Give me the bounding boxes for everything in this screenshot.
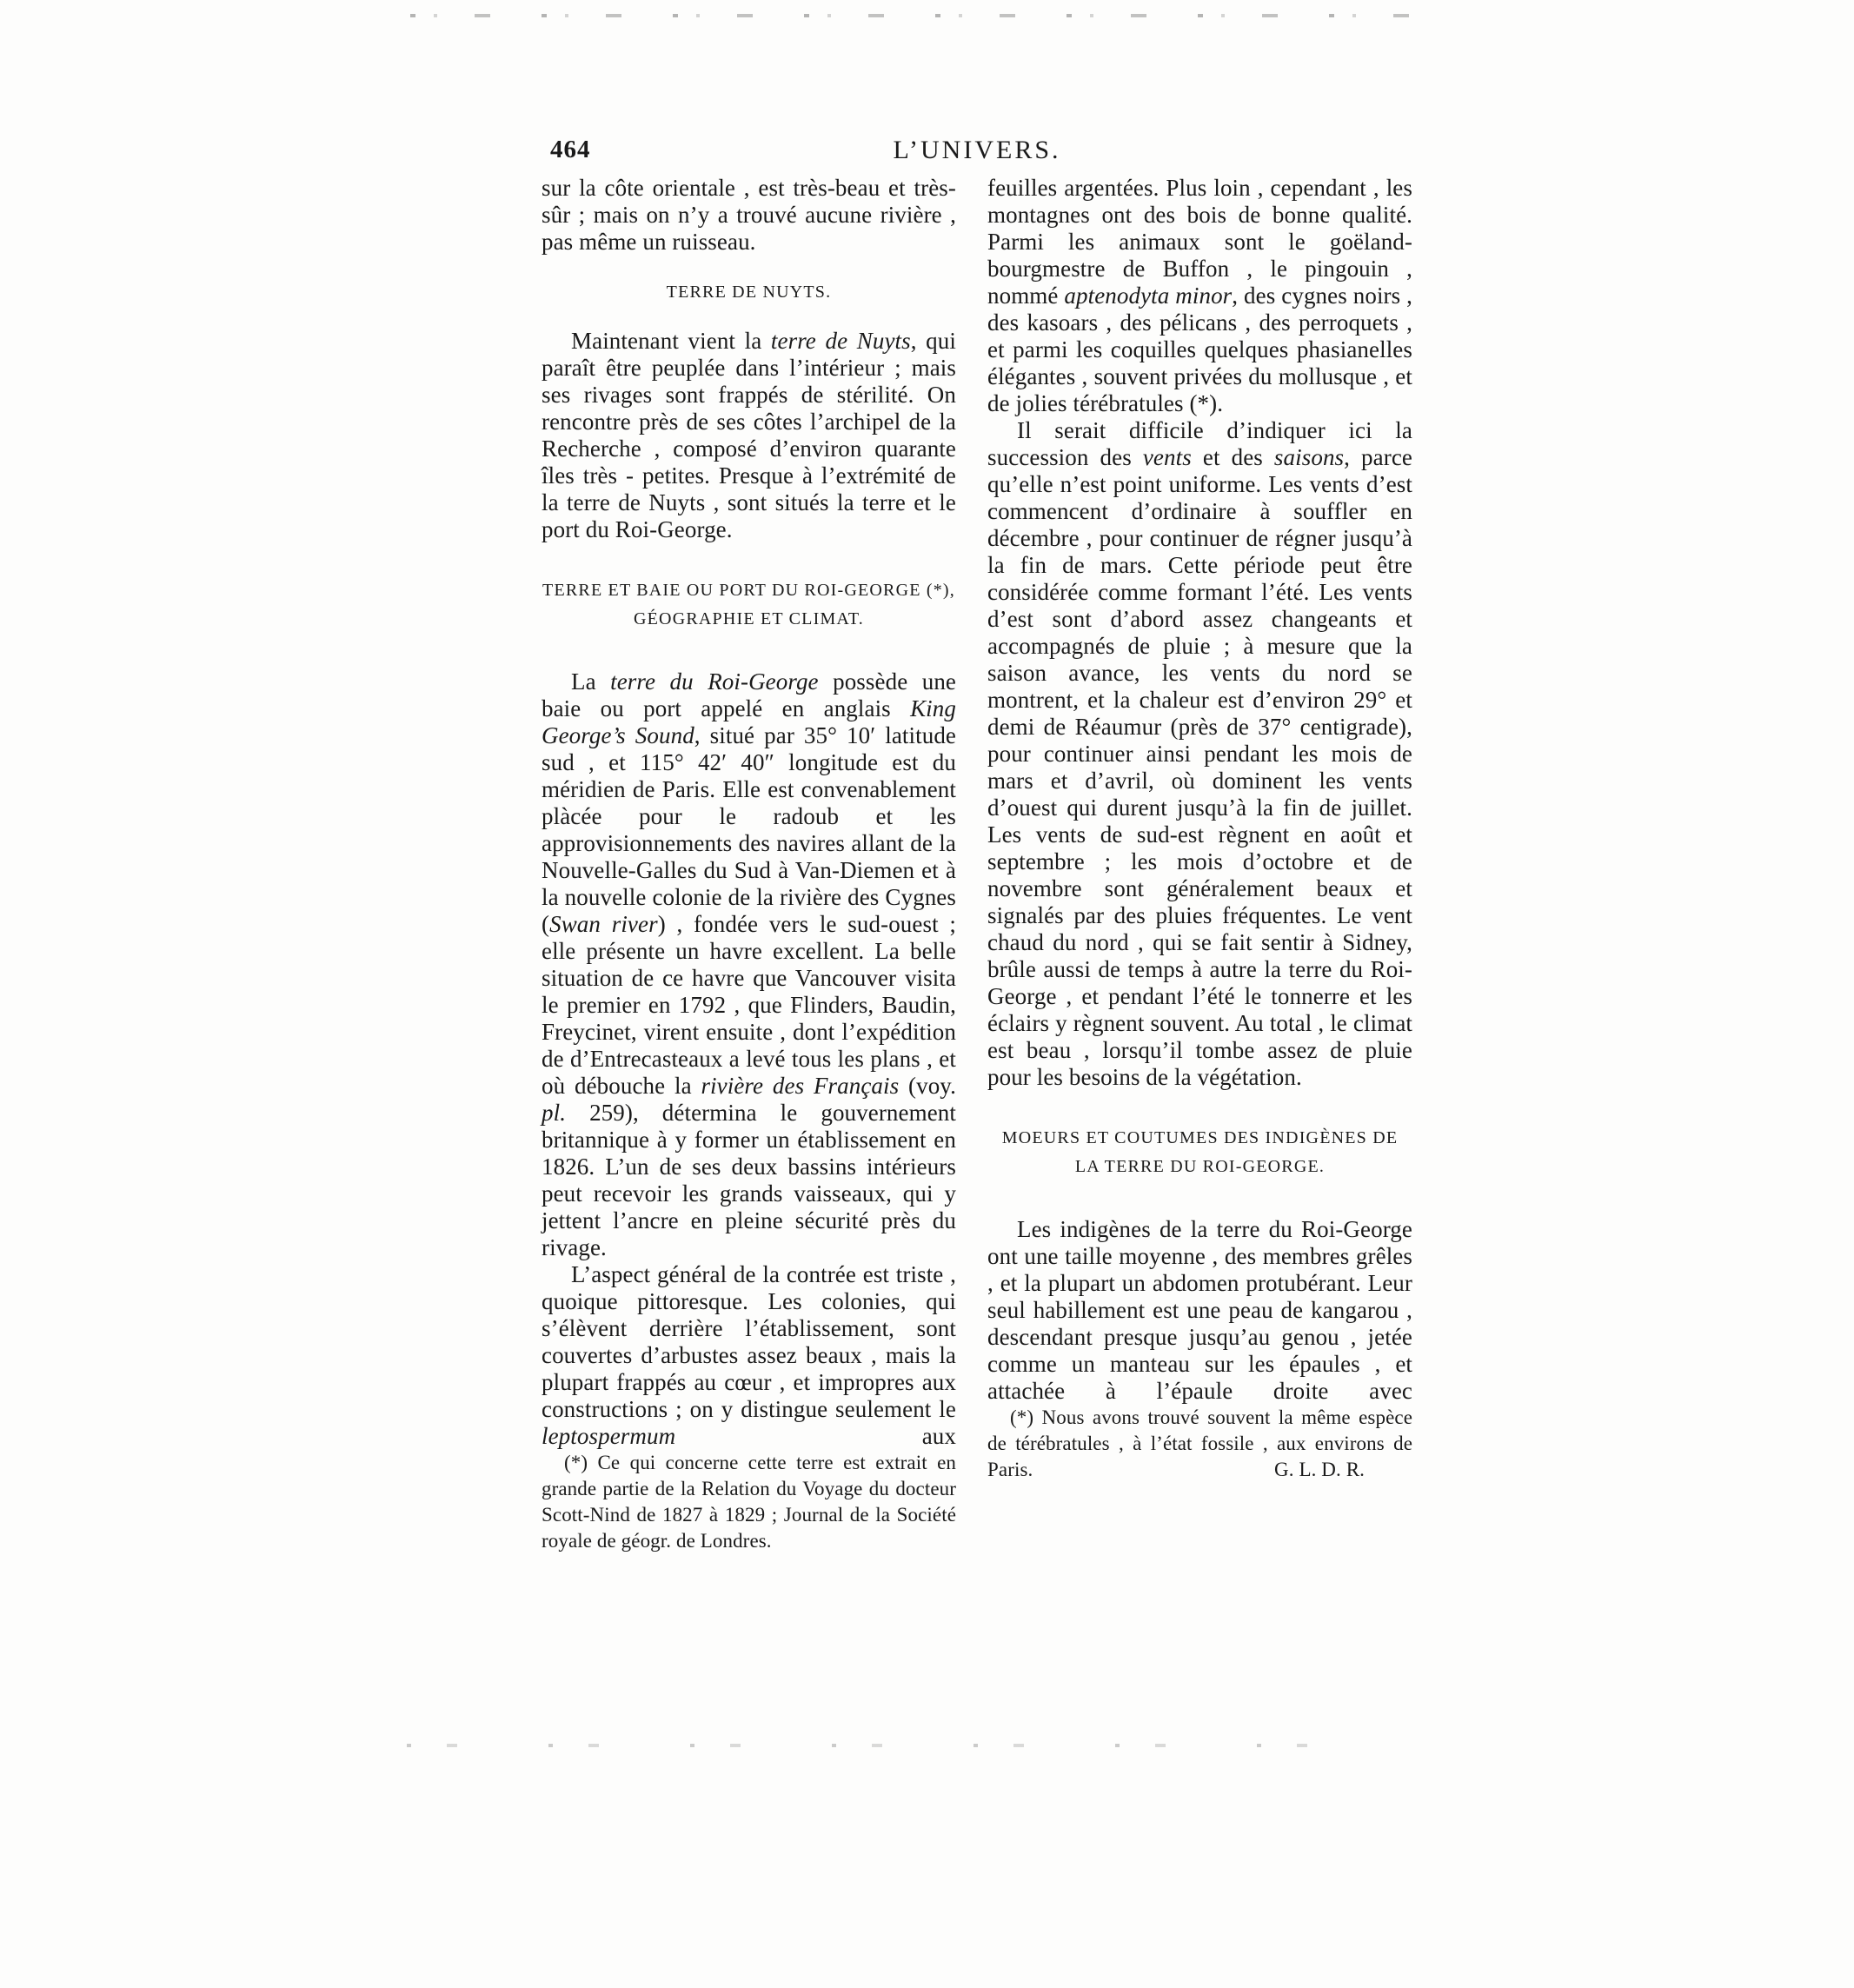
text-run: ) , fondée vers le sud-ouest ; elle présente un havre excellent. La belle situation de ce havre que Vancouver visita le premier en 1792 , que Flinders, Baudin, Freycinet, virent ensuite , dont l’expédition de d’Entrecasteaux a levé tous les plans , et où débouche la [542,911,956,1099]
scan-speckle-line-bottom [407,1744,1380,1747]
footnote-text [542,1450,956,1554]
section-heading [542,576,956,634]
text-run: , situé par 35° 10′ latitude sud , et 115° 42′ 40″ longitude est du méridien de Paris. Elle est convenablement plàcée pour le radoub et les approvisionnements des navires allant de la Nouvelle-Galles du Sud à Van-Diemen et à la nouvelle colonie de la rivière des Cygnes ( [542,722,956,937]
paragraph [542,1261,956,1450]
section-heading [542,278,956,307]
scan-speckle-line-top [410,14,1427,17]
italic-phrase: vents [1142,444,1192,470]
left-column [542,175,956,1554]
page-number: 464 [550,136,591,163]
italic-phrase: pl. [542,1100,567,1126]
section-heading [987,1124,1412,1181]
text-run: 259), détermina le gouvernement britannique à y former un établissement en 1826. L’un de ses deux bassins intérieurs peut recevoir les grands vaisseaux, qui y jettent l’ancre en pleine sécurité près du rivage. [542,1100,956,1260]
text-run: , parce qu’elle n’est point uniforme. Les vents d’est commencent d’ordinaire à souffler en décembre , pour continuer de régner jusqu’à la fin de mars. Cette période peut être considérée comme formant l’été. Les vents d’est sont d’abord assez changeants et accompagnés de pluie ; à mesure que la saison avance, les vents du nord se montrent, et la chaleur est d’environ 29° et demi de Réaumur (près de 37° centigrade), pour continuer ainsi pendant les mois de mars et d’avril, où dominent les vents d’ouest qui durent jusqu’à la fin de juillet. Les vents de sud-est règnent en août et septembre ; les mois d’octobre et de novembre sont généralement beaux et signalés par des pluies fréquentes. Le vent chaud du nord , qui se fait sentir à Sidney, brûle aussi de temps à autre la terre du Roi-George , et pendant l’été le tonnerre et les éclairs y règnent souvent. Au total , le climat est beau , lorsqu’il tombe assez de pluie pour les besoins de la végétation. [987,444,1412,1090]
text-run: (*) Ce qui concerne cette terre est extrait en grande partie de la Relation du Voyage du docteur Scott-Nind de 1827 à 1829 ; Journal de la Société royale de géogr. de Londres. [542,1452,956,1552]
text-run: sur la côte orientale , est très-beau et très-sûr ; mais on n’y a trouvé aucune rivière , pas même un ruisseau. [542,175,956,255]
paragraph [987,175,1412,417]
text-run: La [571,668,611,695]
text-run: Maintenant vient la [571,328,771,354]
italic-phrase: King George’s Sound [542,695,956,748]
paragraph [542,668,956,1261]
text-run: possède une baie ou port appelé en anglais [542,668,957,721]
right-column [987,175,1412,1554]
italic-phrase: terre du Roi-George [610,668,819,695]
section-heading-line: GÉOGRAPHIE ET CLIMAT. [633,609,864,628]
paragraph [987,417,1412,1091]
text-run: (voy. [899,1073,957,1099]
page-header [542,136,1412,170]
text-columns [542,175,1412,1554]
text-run: , qui paraît être peuplée dans l’intérieur ; mais ses rivages sont frappés de stérilité. On rencontre près de ses côtes l’archipel de la Recherche , composé d’environ quarante îles très - petites. Presque à l’extrémité de la terre de Nuyts , sont situés la terre et le port du Roi-George. [542,328,956,542]
footnote-signature: G. L. D. R. [1274,1459,1365,1480]
text-run: aux [675,1423,956,1449]
paragraph [542,328,956,543]
paragraph [987,1216,1412,1405]
italic-phrase: rivière des Français [701,1073,900,1099]
text-run: Il serait difficile d’indiquer ici la succession des [987,417,1412,470]
section-heading-line: TERRE ET BAIE OU PORT DU ROI-GEORGE (*), [542,581,955,600]
running-title: L’UNIVERS. [893,136,1061,164]
text-run: feuilles argentées. Plus loin , cependant , les montagnes ont des bois de bonne qualité. Parmi les animaux sont le goëland-bourgmestre de Buffon , le pingouin , nommé [987,175,1412,309]
text-run: Les indigènes de la terre du Roi-George ont une taille moyenne , des membres grêles , et la plupart un abdomen protubérant. Leur seul habillement est une peau de kangarou , descendant presque jusqu’au genou , jetée comme un manteau sur les épaules , et attachée à l’épaule droite avec [987,1216,1412,1404]
italic-phrase: leptospermum [542,1423,676,1449]
text-run: , des cygnes noirs , des kasoars , des pélicans , des perroquets , et parmi les coquilles quelques phasianelles élégantes , souvent privées du mollusque , et de jolies térébratules (*). [987,283,1413,416]
section-heading-line: LA TERRE DU ROI-GEORGE. [1074,1157,1326,1176]
italic-phrase: aptenodyta minor [1064,283,1233,309]
text-run: et des [1191,444,1274,470]
text-run: L’aspect général de la contrée est triste , quoique pittoresque. Les colonies, qui s’élèvent derrière l’établissement, sont couvertes d’arbustes assez beaux , mais la plupart frappés au cœur , et impropres aux constructions ; on y distingue seulement le [542,1261,956,1422]
italic-phrase: Swan river [549,911,658,937]
paragraph [542,175,956,256]
italic-phrase: saisons [1273,444,1345,470]
section-heading-line: MOEURS ET COUTUMES DES INDIGÈNES DE [1001,1128,1399,1147]
text-run: (*) Nous avons trouvé souvent la même espèce de térébratules , à l’état fossile , aux environs de Paris. [987,1406,1412,1480]
italic-phrase: terre de Nuyts [770,328,911,354]
section-heading-line: TERRE DE NUYTS. [666,283,832,302]
